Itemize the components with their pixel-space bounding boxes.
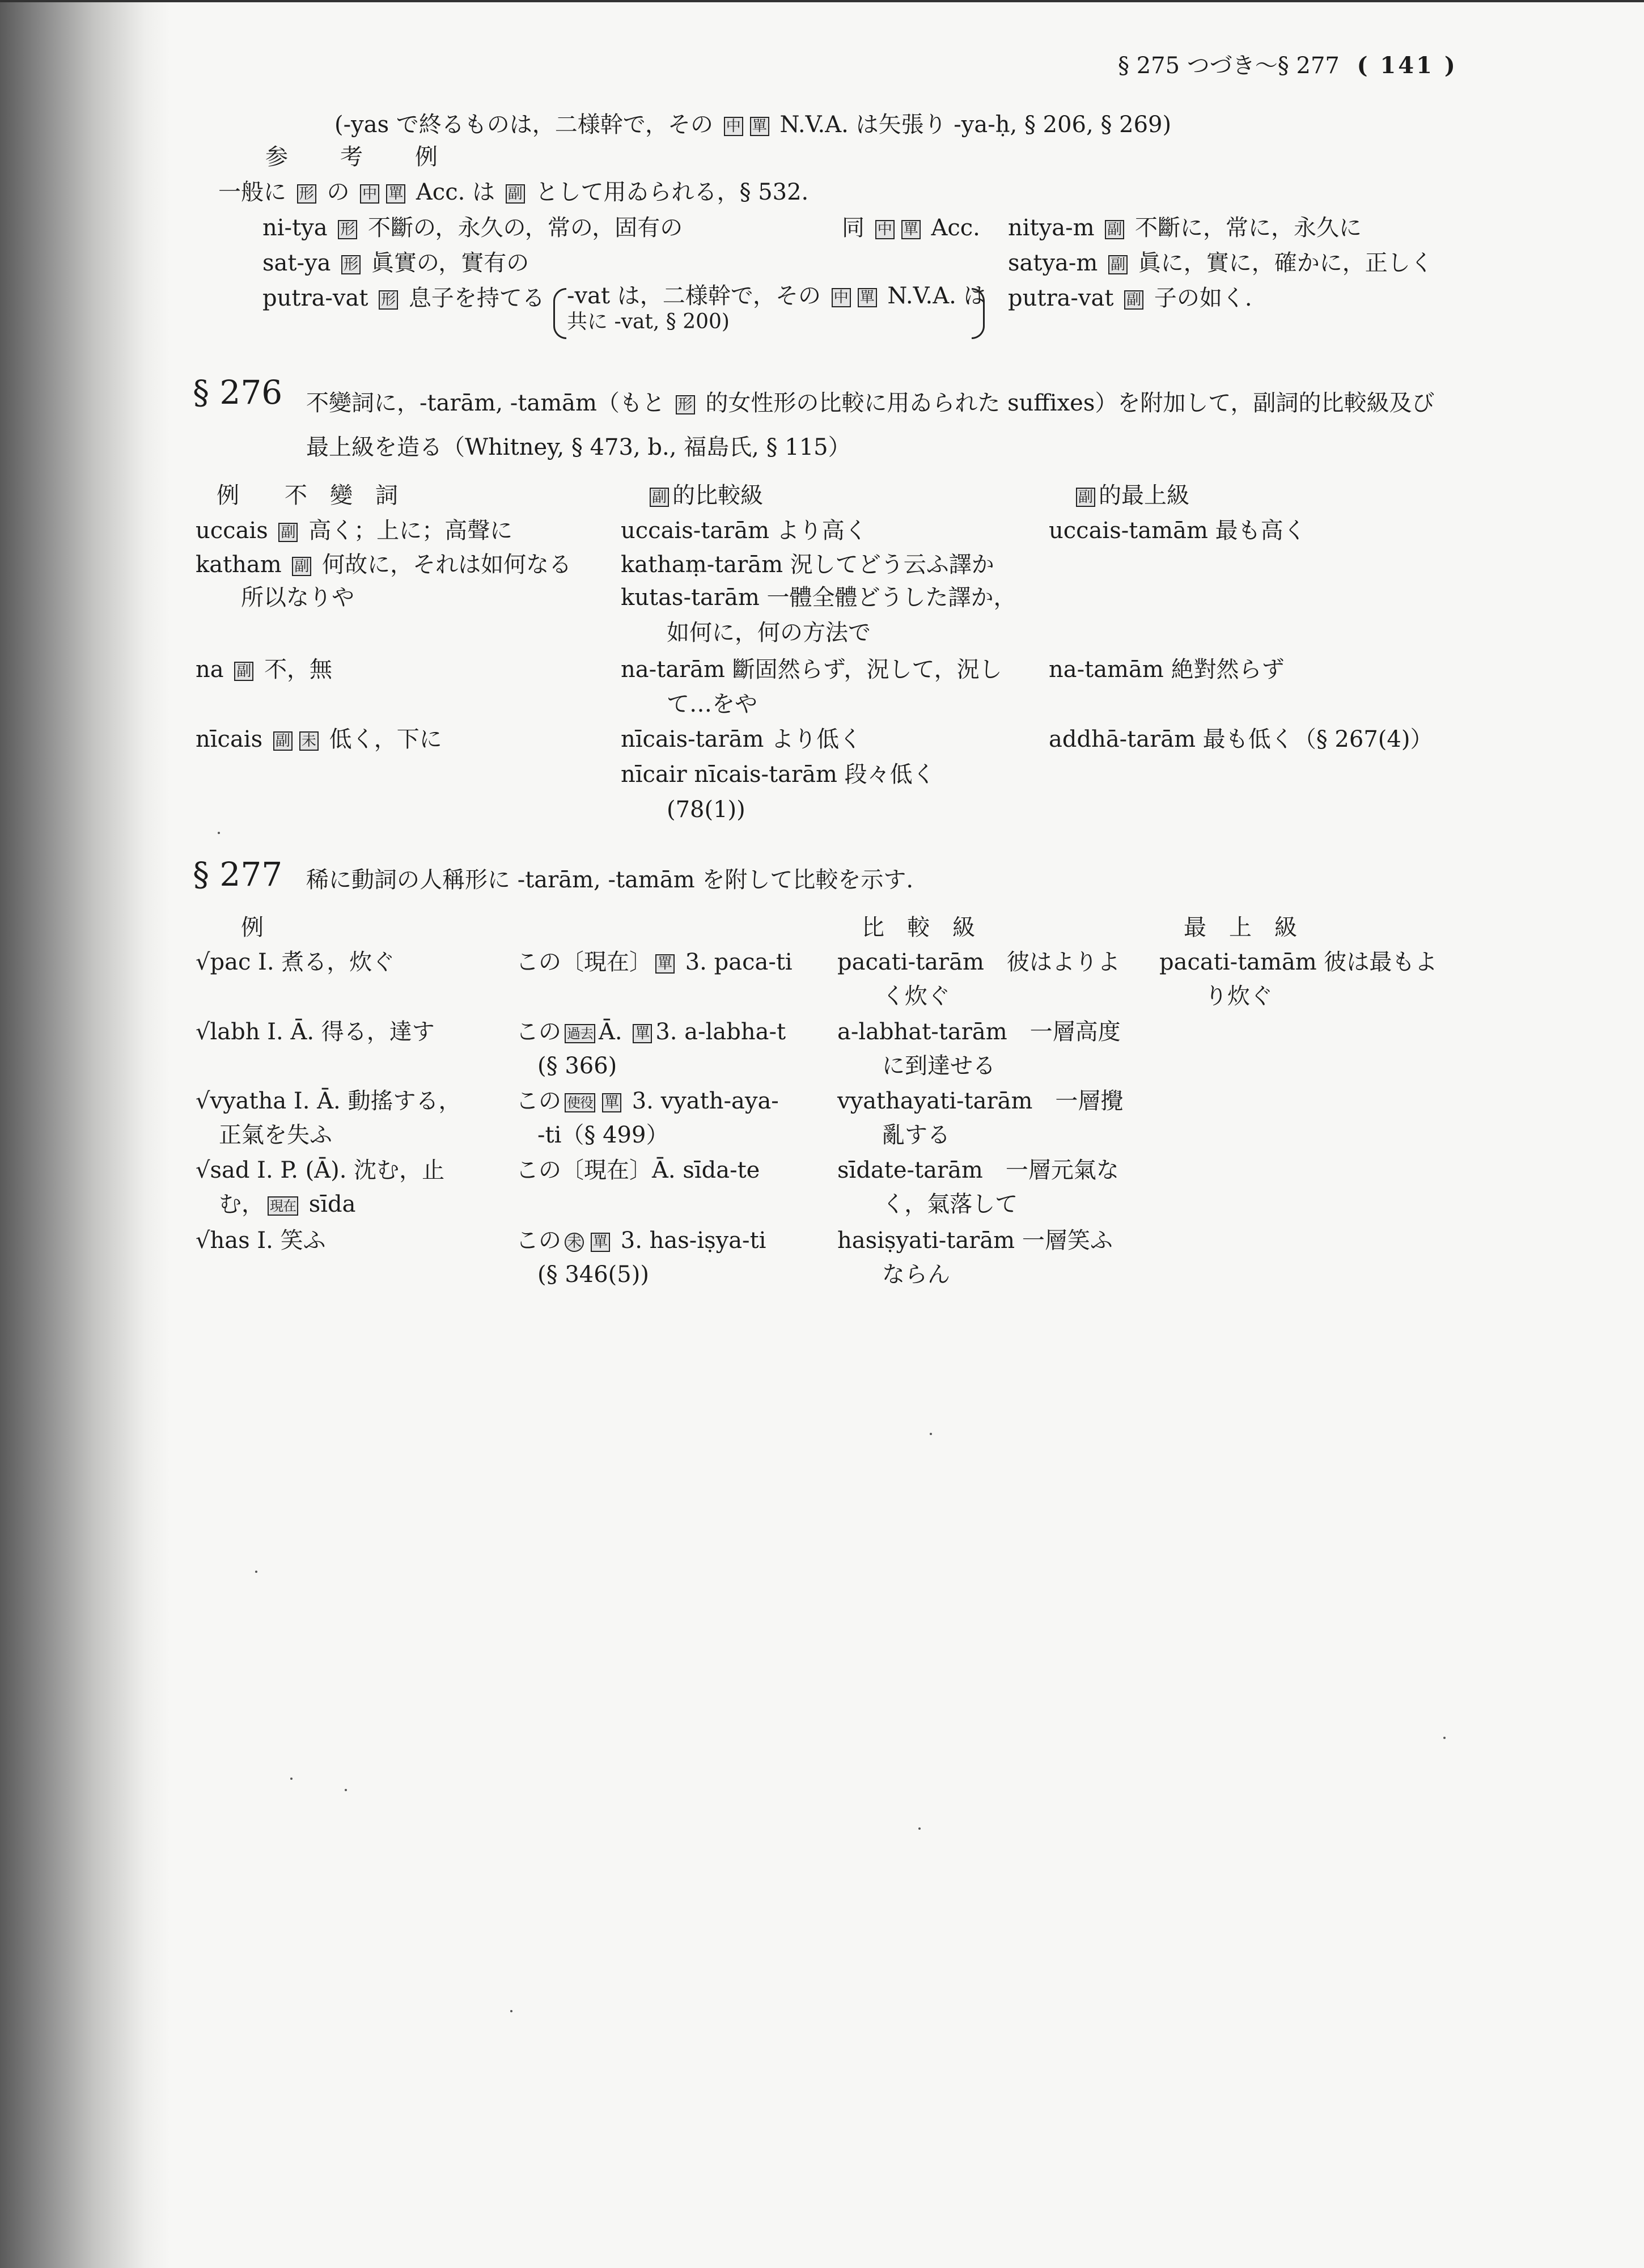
page-number: ( 141 ) [1357, 52, 1457, 79]
adverb-form: nitya-m 副 不斷に，常に，永久に [1008, 215, 1362, 241]
verb-form-cont: (§ 346(5)) [537, 1262, 649, 1288]
verb-form-cont: -ti（§ 499） [537, 1122, 669, 1148]
adverb-form: putra-vat 副 子の如く. [1008, 285, 1252, 311]
scan-speck [918, 1827, 921, 1830]
column-header-example: 例 不 變 詞 [217, 483, 398, 509]
scan-speck [255, 1571, 257, 1573]
comparative-form: uccais-tarām より高く [621, 518, 867, 544]
right-brace [972, 288, 985, 339]
comparative-form-cont: く，氣落して [882, 1191, 1018, 1217]
superlative-form-cont: り炊ぐ [1205, 983, 1273, 1009]
comparative-form: hasiṣyati-tarām 一層笑ふ [837, 1228, 1113, 1254]
verb-form-cont: (§ 366) [537, 1053, 617, 1079]
column-header-comparative: 副 的比較級 [646, 482, 763, 509]
scan-speck [1443, 1737, 1446, 1739]
section-number: § 276 [193, 373, 283, 412]
comparative-form: nīcais-tarām より低く [621, 726, 862, 752]
comparative-form-cont: く炊ぐ [882, 983, 950, 1009]
comparative-form: vyathayati-tarām 一層攪 [837, 1088, 1124, 1114]
scan-speck [290, 1778, 293, 1780]
verb-root-cont: む， 現在 sīda [219, 1191, 356, 1217]
section-description: 稀に動詞の人稱形に -tarām, -tamām を附して比較を示す. [306, 867, 914, 893]
adv-abbr: 副 [506, 184, 525, 204]
pret-abbr: 過去 [565, 1024, 595, 1043]
comparative-form-cont: (78(1)) [667, 797, 745, 823]
comparative-form: pacati-tarām 彼はよりよ [837, 949, 1120, 975]
running-header [1118, 52, 1457, 79]
example-row: putra-vat 形 息子を持てる [262, 285, 545, 311]
verb-form: この〔現在〕 單 3. paca-ti [516, 949, 793, 975]
comparative-form-cont: 如何に，何の方法で [667, 620, 871, 646]
comparative-form: kathaṃ-tarām 況してどう云ふ譯か [621, 552, 994, 578]
column-header-example: 例 [241, 915, 264, 941]
verb-root-cont: 正氣を失ふ [219, 1122, 332, 1148]
left-brace [553, 288, 566, 339]
comparative-form-cont: ならん [882, 1262, 950, 1288]
indeclinable-gloss-cont: 所以なりや [241, 585, 354, 611]
scan-speck [510, 2010, 512, 2012]
comparative-form: na-tarām 斷固然らず，況して，況し [621, 657, 1002, 683]
caus-abbr: 使役 [565, 1093, 595, 1112]
scan-speck [218, 832, 220, 834]
scan-shadow [0, 0, 170, 2268]
verb-form: この 過去 Ā. 單 3. a-labha-t [516, 1019, 786, 1045]
comparative-form: nīcair nīcais-tarām 段々低く [621, 761, 935, 788]
verb-root: √has I. 笑ふ [196, 1228, 326, 1254]
header-range: § 275 つづき〜§ 277 [1118, 53, 1340, 79]
comparative-form-cont: て…をや [667, 691, 757, 717]
section-description-2: 最上級を造る（Whitney, § 473, b., 福島氏, § 115） [306, 434, 851, 460]
fut-abbr: 未 [299, 731, 319, 751]
verb-root: √labh I. Ā. 得る，達す [196, 1019, 435, 1045]
general-rule: 一般に 形 の 中 單 Acc. は 副 として用ゐられる，§ 532. [218, 179, 809, 205]
scan-speck [345, 1789, 347, 1791]
superlative-form: uccais-tamām 最も高く [1049, 518, 1306, 544]
comparative-form: kutas-tarām 一體全體どうした譯か， [621, 585, 1016, 611]
example-row: ni-tya 形 不斷の，永久の，常の，固有の [262, 215, 683, 241]
superlative-form: pacati-tamām 彼は最もよ [1159, 949, 1438, 975]
indeclinable-word: nīcais 副 未 低く，下に [196, 726, 442, 752]
column-header-superlative: 副 的最上級 [1073, 482, 1189, 509]
indeclinable-word: uccais 副 高く；上に；高聲に [196, 518, 513, 544]
verb-root: √sad I. P. (Ā). 沈む，止 [196, 1157, 445, 1183]
same-acc: 同 中 單 Acc. [842, 215, 980, 241]
reference-heading: 参 考 例 [265, 144, 440, 170]
comparative-form: sīdate-tarām 一層元氣な [837, 1157, 1119, 1183]
fem-abbr: 中 [724, 117, 743, 136]
section-description: 不變詞に，-tarām, -tamām（もと 形 的女性形の比較に用ゐられた suffixes）を附加して，副詞的比較級及び [306, 390, 1435, 416]
indeclinable-word: na 副 不，無 [196, 657, 333, 683]
verb-root: √pac I. 煮る，炊ぐ [196, 949, 395, 975]
verb-form: この 未 單 3. has-iṣya-ti [516, 1228, 766, 1254]
scan-speck [930, 1433, 932, 1435]
verb-form: この 使役 單 3. vyath-aya- [516, 1088, 779, 1114]
column-header-comparative: 比 較 級 [862, 915, 975, 941]
vat-note-line1: -vat は，二様幹で，その 中 單 N.V.A. は [567, 283, 986, 309]
sg-abbr: 單 [750, 117, 769, 136]
superlative-form: addhā-tarām 最も低く（§ 267(4)） [1049, 726, 1433, 752]
verb-root: √vyatha I. Ā. 動搖する， [196, 1088, 461, 1114]
comparative-form-cont: に到達せる [882, 1053, 995, 1079]
adj-abbr: 形 [297, 184, 316, 204]
indeclinable-word: katham 副 何故に，それは如何なる [196, 552, 572, 578]
vat-note-line2: 共に -vat, § 200) [567, 310, 730, 333]
comparative-form-cont: 亂する [882, 1122, 950, 1148]
section-number: § 277 [193, 855, 283, 894]
comparative-form: a-labhat-tarām 一層高度 [837, 1019, 1121, 1045]
adverb-form: satya-m 副 眞に，實に，確かに，正しく [1008, 250, 1433, 276]
yas-note: (-yas で終るものは，二様幹で，その 中 單 N.V.A. は矢張り -ya-ḥ, § 206, § 269) [334, 112, 1172, 138]
scan-top-edge [0, 0, 1644, 2]
superlative-form: na-tamām 絶對然らず [1049, 657, 1285, 683]
column-header-superlative: 最 上 級 [1184, 915, 1297, 941]
pres-abbr: 現在 [268, 1196, 298, 1216]
verb-form: この〔現在〕Ā. sīda-te [516, 1157, 760, 1183]
example-row: sat-ya 形 眞實の，實有の [262, 250, 529, 276]
